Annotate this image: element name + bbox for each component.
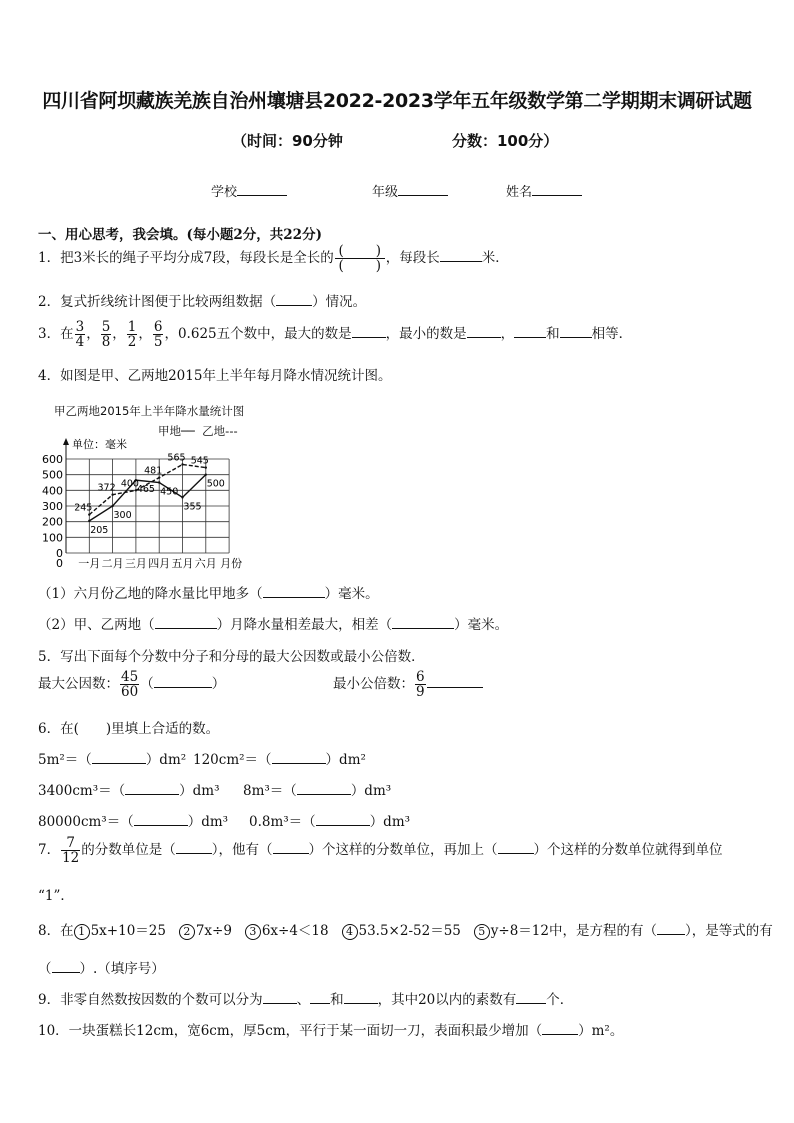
data-point [205,466,207,468]
question-10-text-a: 10．一块蛋糕长12cm，宽6cm，厚5cm，平行于某一面切一刀，表面积最少增加（ [38,1023,543,1039]
question-2 [38,290,366,310]
circled-number: 1 [74,924,90,940]
fraction-5-8: $\frac{5}{8}$ [101,319,111,351]
comma: ， [112,326,126,343]
answer-blank[interactable] [297,794,351,795]
question-2-text-a: 2．复式折线统计图便于比较两组数据（ [38,294,277,310]
frac-num-open: ( [338,243,344,259]
x-axis-label: 月份 [220,557,243,570]
answer-blank[interactable] [92,763,146,764]
question-7 [38,836,723,865]
grade-label: 年级 [372,185,399,200]
fraction-6-5: $\frac{6}{5}$ [153,319,163,351]
comma: ， [138,326,152,343]
legend-jia: 甲地── [158,424,195,438]
answer-blank[interactable] [52,972,80,973]
question-4: 4．如图是甲、乙两地2015年上半年每月降水情况统计图。 [38,368,392,384]
data-label: 400 [120,478,139,490]
question-9-text-c: 和 [330,992,344,1008]
data-point [181,463,183,465]
name-field[interactable] [506,181,582,200]
data-point [158,476,160,478]
question-7-text-b: 的分数单位是（ [81,842,176,859]
frac-den-open: ( [338,258,344,275]
question-10 [38,1019,623,1039]
question-1-text-a: 1．把3米长的绳子平均分成7段，每段长是全长的 [38,250,334,267]
question-9-text-d: ，其中20以内的素数有 [377,992,517,1008]
series-line-jia [89,475,206,521]
question-3 [38,320,632,349]
answer-blank[interactable] [276,305,312,306]
answer-blank[interactable] [155,628,217,629]
school-blank[interactable] [237,195,287,196]
fraction-6-9: $\frac{6}{9}$ [416,669,425,701]
x-tick-label: 五月 [171,557,194,570]
option-expression: 5x+10＝25 [90,923,166,939]
option-expression: 7x÷9 [195,923,232,939]
y-tick-label: 600 [42,453,63,466]
question-1-text-c: 米． [481,250,509,267]
answer-blank[interactable] [154,687,212,688]
question-6-row-2: 3400cm³＝（ ）dm³ [38,783,220,799]
answer-blank[interactable] [272,763,326,764]
question-4-2 [38,613,508,633]
question-10-text-b: ）m²。 [578,1023,624,1039]
circled-number: 2 [179,924,195,940]
data-label: 245 [74,502,93,514]
x-tick-label: 一月 [78,557,101,570]
question-8-text-a: 8．在 [38,923,74,939]
question-8-cont [38,957,165,977]
answer-blank[interactable] [310,1003,330,1004]
answer-blank[interactable] [657,934,685,935]
circled-number: 4 [342,924,358,940]
school-field[interactable] [211,181,287,200]
answer-blank[interactable] [176,853,212,854]
answer-blank[interactable] [427,687,483,688]
data-point [181,496,183,498]
legend-yi: 乙地--- [202,424,238,438]
page-title: 四川省阿坝藏族羌族自治州壤塘县2022-2023学年五年级数学第二学期期末调研试题 [42,90,752,112]
answer-blank[interactable] [560,337,592,338]
option-expression: 6x÷4＜18 [261,923,329,939]
answer-blank[interactable] [392,628,454,629]
name-blank[interactable] [532,195,582,196]
data-point [135,489,137,491]
data-point [88,513,90,515]
answer-blank[interactable] [352,337,386,338]
lcm-label: 最小公倍数： [333,676,414,693]
question-7-text-a: 7． [38,842,61,859]
data-label: 545 [190,455,209,467]
question-7-cont: “1”． [38,888,74,904]
name-label: 姓名 [506,185,533,200]
question-6-row-1b: 120cm²＝（ ）dm² [193,752,366,768]
answer-blank[interactable] [440,261,482,262]
answer-blank[interactable] [542,1034,578,1035]
data-label: 481 [144,465,163,477]
exam-score: 分数：100分） [452,132,559,150]
question-4-1-text-a: （1）六月份乙地的降水量比甲地多（ [38,586,263,602]
question-4-1-text-b: ）毫米。 [324,586,379,602]
data-point [158,481,160,483]
x-tick-label: 三月 [124,557,147,570]
fraction-1-2: $\frac{1}{2}$ [127,319,137,351]
question-6-row-3: 80000cm³＝（ ）dm³ [38,814,229,830]
question-7-text-c: ），他有（ [211,842,273,859]
section-heading: 一、用心思考，我会填。(每小题2分，共22分) [38,227,322,243]
question-3-text-a: 3．在 [38,326,74,343]
question-3-text-d: ， [500,326,515,343]
data-label: 450 [160,486,179,498]
question-5-lcm [333,670,483,699]
option-expression: 53.5×2-52＝55 [358,923,461,939]
chart-title: 甲乙两地2015年上半年降水量统计图 [54,404,245,418]
frac-den-close: ) [375,258,382,275]
answer-blank[interactable] [344,1003,378,1004]
fraction-7-12: $\frac{7}{12}$ [62,835,80,867]
x-tick-label: 四月 [148,557,171,570]
y-tick-label: 300 [42,500,63,513]
y-tick-label: 200 [42,515,63,529]
data-label: 372 [97,482,116,494]
question-3-text-f: 相等． [591,326,633,343]
question-1-text-b: ，每段长 [385,250,440,267]
data-label: 300 [113,510,132,521]
question-7-text-e: ）个这样的分数单位就得到单位 [533,842,723,859]
question-4-2-text-a: （2）甲、乙两地（ [38,617,155,633]
data-label: 205 [90,524,109,536]
grade-blank[interactable] [398,195,448,196]
data-label: 465 [136,484,155,496]
question-8-text-b: 中，是方程的有（ [548,923,657,939]
grade-field[interactable] [372,181,448,200]
answer-blank[interactable] [498,853,534,854]
y-axis-arrow-icon [63,438,69,445]
question-4-1 [38,582,379,602]
paren-open: （ [140,676,154,693]
question-6: 6．在( )里填上合适的数。 [38,721,220,737]
question-9-text-e: 个． [546,992,574,1008]
question-6-row-1: 5m²＝（ ）dm² [38,752,187,768]
answer-blank[interactable] [125,794,179,795]
y-axis-unit-label: 单位：毫米 [72,438,127,451]
question-1-fraction[interactable] [335,244,385,273]
comma: ， [86,326,100,343]
fraction-45-60: $\frac{45}{60}$ [121,669,139,701]
answer-blank[interactable] [514,337,546,338]
data-point [111,494,113,496]
answer-blank[interactable] [263,1003,297,1004]
question-5: 5．写出下面每个分数中分子和分母的最大公因数或最小公倍数． [38,649,425,665]
question-6-row-2b: 8m³＝（ ）dm³ [243,783,392,799]
circled-number: 3 [245,924,261,940]
question-9-text-a: 9．非零自然数按因数的个数可以分为 [38,992,263,1008]
question-2-text-b: ）情况。 [312,294,367,310]
circled-number: 5 [474,924,490,940]
answer-blank[interactable] [316,825,370,826]
question-4-2-text-b: ）月降水量相差最大，相差（ [216,617,393,633]
data-label: 355 [183,501,202,513]
question-7-text-d: ）个这样的分数单位，再加上（ [308,842,498,859]
question-5-gcd [38,670,225,699]
question-3-text-c: ，最小的数是 [385,326,467,343]
question-3-text-e: 和 [546,326,560,343]
answer-blank[interactable] [134,825,188,826]
origin-label: 0 [56,557,63,570]
data-point [205,473,207,475]
data-label: 565 [167,452,186,464]
question-8-text-e: ）.（填序号） [79,961,165,977]
fraction-3-4: $\frac{3}{4}$ [75,319,85,351]
paren-close: ） [211,676,226,693]
y-tick-label: 0 [56,547,63,560]
data-point [111,505,113,507]
question-8 [38,919,773,940]
rainfall-line-chart [30,434,270,570]
question-8-text-d: （ [38,961,52,977]
question-1 [38,244,509,273]
frac-num-close: ) [375,243,382,259]
question-8-text-c: ），是等式的有 [684,923,773,939]
y-tick-label: 100 [42,531,63,545]
data-label: 500 [206,478,225,490]
answer-blank[interactable] [516,1003,546,1004]
exam-time: （时间：90分钟 [232,132,343,150]
question-3-text-b: ，0.625五个数中，最大的数是 [164,326,352,343]
x-tick-label: 二月 [101,557,124,570]
y-tick-label: 500 [42,468,63,482]
option-expression: y÷8＝12 [490,923,549,939]
x-tick-label: 六月 [194,557,217,570]
question-9 [38,988,573,1008]
y-tick-label: 400 [42,484,63,498]
question-4-2-text-c: ）毫米。 [454,617,509,633]
question-6-row-3b: 0.8m³＝（ ）dm³ [249,814,411,830]
answer-blank[interactable] [467,337,501,338]
question-9-text-b: 、 [296,992,311,1008]
answer-blank[interactable] [263,597,325,598]
data-point [88,520,90,522]
gcd-label: 最大公因数： [38,676,119,693]
school-label: 学校 [211,185,238,200]
answer-blank[interactable] [273,853,309,854]
